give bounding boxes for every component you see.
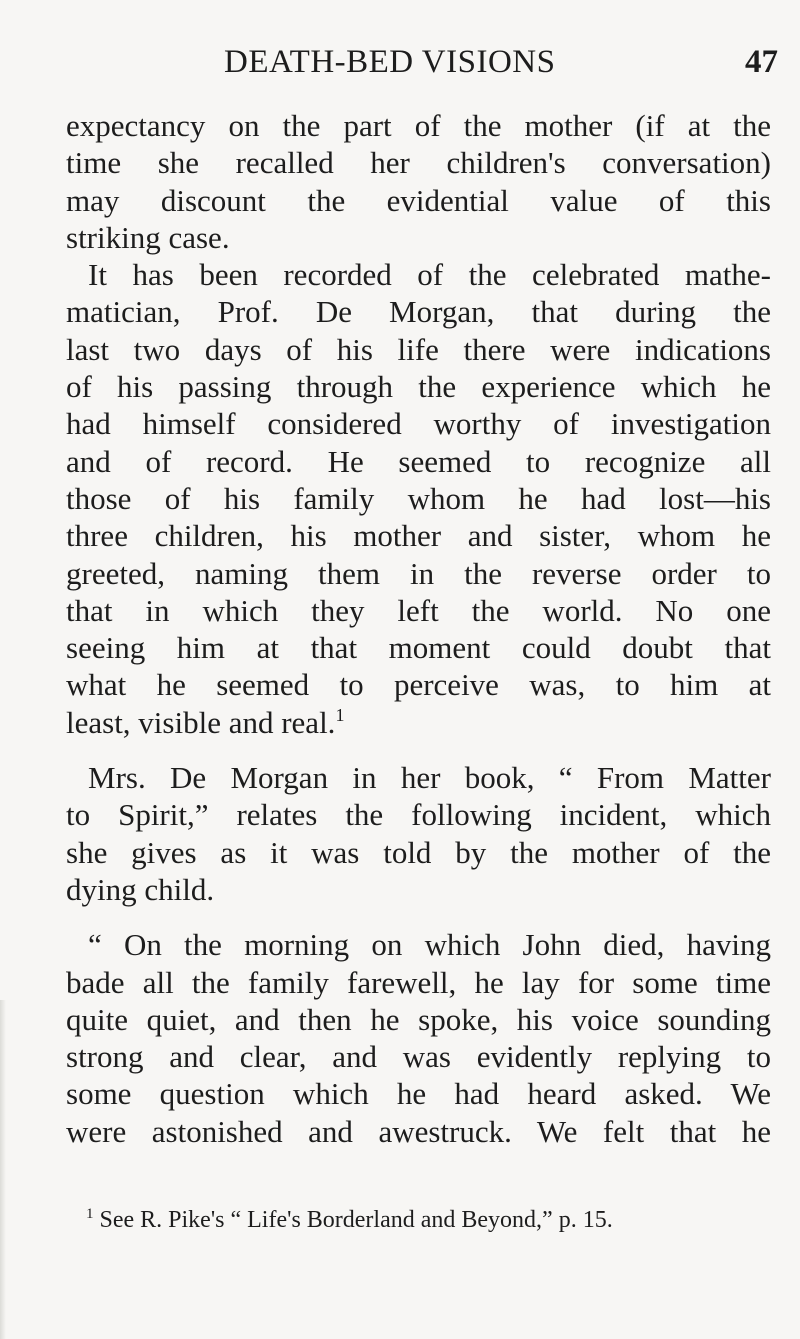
text-line [66,704,771,741]
text-line: may discount the evidential value of this [66,182,771,218]
text-line: bade all the family farewell, he lay for some time [66,964,771,1000]
text-line: and of record. He seemed to recognize all [66,443,771,479]
text-line: strong and clear, and was evidently replying to [66,1039,771,1075]
footnote-marker: 1 [86,1206,94,1222]
text-line: dying child. [66,871,215,907]
text-line: greeted, naming them in the reverse order to [66,555,771,591]
text-line: what he seemed to perceive was, to him at [66,667,771,703]
footnote-reference: 1 [335,704,345,725]
text-line: last two days of his life there were indications [66,331,771,367]
text-line: Mrs. De Morgan in her book, “ From Matter [88,760,771,796]
paragraph-gap [66,908,771,926]
text-line: of his passing through the experience which he [66,369,771,405]
text-line: to Spirit,” relates the following incident, which [66,797,771,833]
text-line: were astonished and awestruck. We felt that he [66,1113,771,1149]
text-line: that in which they left the world. No one [66,592,771,628]
footnote [86,1207,766,1234]
text-line: had himself considered worthy of investigation [66,406,771,442]
body-text [66,107,771,1150]
text-line: It has been recorded of the celebrated mathe- [88,257,771,293]
text-line: she gives as it was told by the mother of the [66,834,771,870]
text-line-content: least, visible and real. [66,704,336,740]
paragraph-gap [66,741,771,759]
page-header [188,44,778,84]
text-line: some question which he had heard asked. We [66,1076,771,1112]
text-line: time she recalled her children's conversation) [66,145,771,181]
text-line: “ On the morning on which John died, having [88,927,771,963]
footnote-text: See R. Pike's “ Life's Borderland and Beyond,” p. 15. [99,1207,613,1233]
text-line: those of his family whom he had lost—his [66,480,771,516]
running-head: DEATH-BED VISIONS [224,44,556,80]
text-line: seeing him at that moment could doubt that [66,630,771,666]
text-line: striking case. [66,219,230,255]
text-line: matician, Prof. De Morgan, that during the [66,294,771,330]
text-line: quite quiet, and then he spoke, his voice sounding [66,1001,771,1037]
text-line: three children, his mother and sister, whom he [66,518,771,554]
page-edge-shadow [0,1000,6,1339]
page-number: 47 [745,44,778,80]
text-line: expectancy on the part of the mother (if at the [66,108,771,143]
